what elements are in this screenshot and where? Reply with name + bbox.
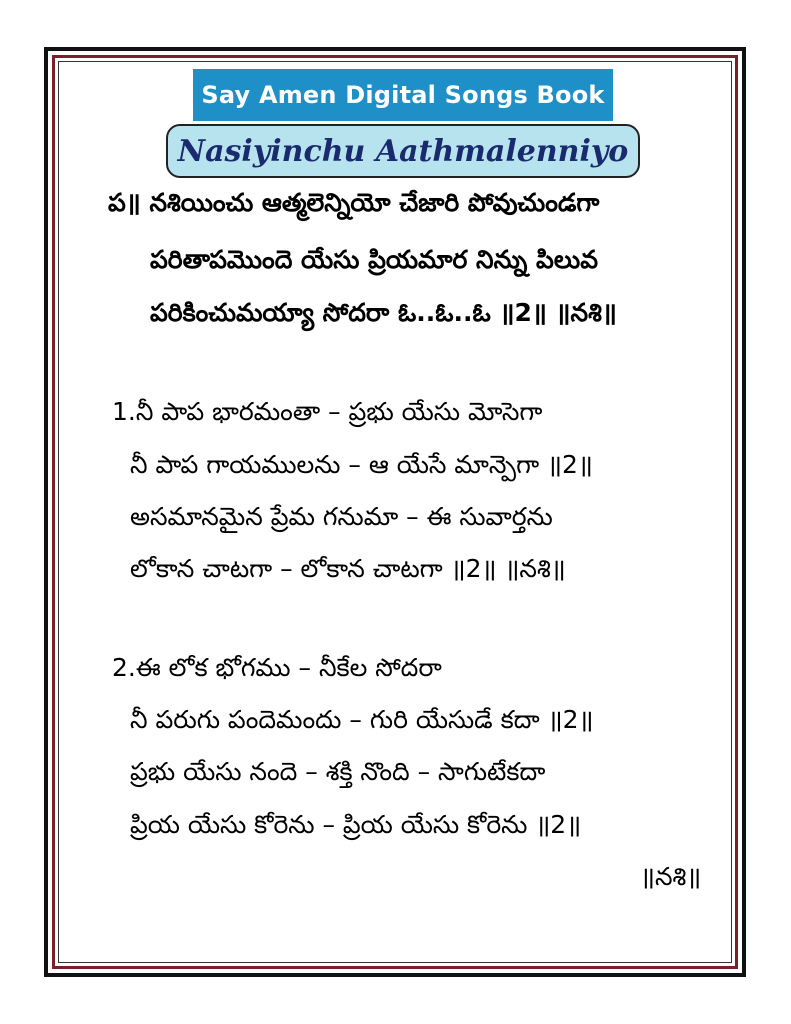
verse-2-refrain-marker: ॥నశి॥: [640, 862, 702, 891]
verse-2-line-4: ప్రియ యేసు కోరెను – ప్రియ యేసు కోరెను ॥2॥: [130, 810, 582, 839]
song-title: Nasiyinchu Aathmalenniyo: [166, 124, 640, 178]
book-banner: Say Amen Digital Songs Book: [193, 69, 613, 121]
verse-2-line-2: నీ పరుగు పందెమందు – గురి యేసుడే కదా ॥2॥: [130, 705, 594, 734]
chorus-line-3: పరికించుమయ్యా సోదరా ఓ..ఓ..ఓ ॥2॥ ॥నశి॥: [150, 298, 617, 327]
verse-2-line-1: 2.ఈ లోక భోగము – నీకేల సోదరా: [112, 653, 442, 682]
verse-1-line-4: లోకాన చాటగా – లోకాన చాటగా ॥2॥ ॥నశి॥: [130, 554, 566, 583]
chorus-line-2: పరితాపమొందె యేసు ప్రియమార నిన్ను పిలువ: [150, 245, 598, 274]
chorus-line-1: ప॥ నశియించు ఆత్మలెన్నియో చేజారి పోవుచుండగా: [108, 188, 600, 217]
verse-1-line-2: నీ పాప గాయములను – ఆ యేసే మాన్పెగా ॥2॥: [130, 450, 593, 479]
verse-1-line-1: 1.నీ పాప భారమంతా – ప్రభు యేసు మోసెగా: [112, 397, 543, 426]
verse-1-line-3: అసమానమైన ప్రేమ గనుమా – ఈ సువార్తను: [130, 502, 553, 531]
verse-2-line-3: ప్రభు యేసు నందె – శక్తి నొంది – సాగుటేకదా: [130, 757, 546, 786]
